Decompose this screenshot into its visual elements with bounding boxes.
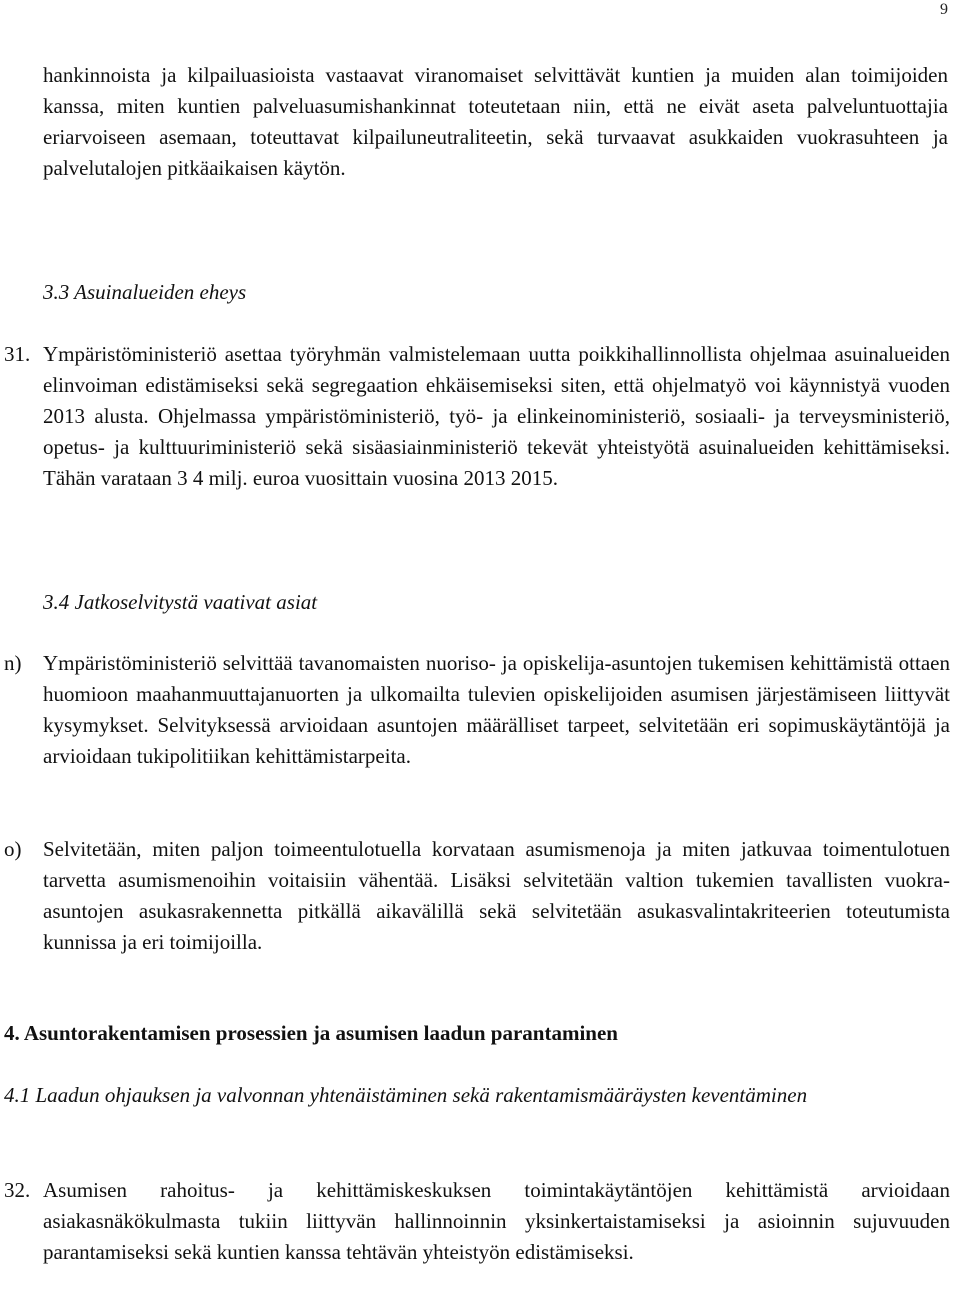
item-32-text: Asumisen rahoitus- ja kehittämiskeskuksen toimintakäytäntöjen kehittämistä arvioidaan asiakasnäkökulmasta tukiin liittyvän hallinnoinnin yksinkertaistamiseksi ja asioinnin sujuvuuden parantamiseksi sekä kuntien kanssa tehtävän yhteistyön edistämiseksi.: [43, 1178, 950, 1264]
item-o: [4, 834, 950, 958]
item-31: [4, 339, 950, 494]
item-31-text: Ympäristöministeriö asettaa työryhmän valmistelemaan uutta poikkihallinnollista ohjelmaa asuinalueiden elinvoiman edistämiseksi sekä segregaation ehkäisemiseksi siten, että ohjelmatyö voi käynnistyä vuoden 2013 alusta. Ohjelmassa ympäristöministeriö, työ- ja elinkeinoministeriö, sosiaali- ja terveysministeriö, opetus- ja kulttuuriministeriö sekä sisäasiainministeriö tekevät yhteistyötä asuinalueiden kehittämiseksi. Tähän varataan 3 4 milj. euroa vuosittain vuosina 2013 2015.: [43, 342, 950, 490]
intro-paragraph: hankinnoista ja kilpailuasioista vastaavat viranomaiset selvittävät kuntien ja muiden alan toimijoiden kanssa, miten kuntien palveluasumishankinnat toteutetaan niin, että ne eivät aseta palveluntuottajia eriarvoiseen asemaan, toteuttavat kilpailuneutraliteetin, sekä turvaavat asukkaiden vuokrasuhteen ja palvelutalojen pitkäaikaisen käytön.: [43, 63, 948, 180]
page-number: 9: [940, 1, 948, 18]
item-n: [4, 648, 950, 772]
item-32: [4, 1175, 950, 1268]
section-3-4-heading: 3.4 Jatkoselvitystä vaativat asiat: [43, 590, 318, 614]
item-o-marker: o): [4, 837, 22, 861]
section-4-1-subheading: 4.1 Laadun ohjauksen ja valvonnan yhtenäistäminen sekä rakentamismääräysten keventäminen: [4, 1083, 808, 1107]
item-31-number: 31.: [4, 342, 31, 366]
item-o-text: Selvitetään, miten paljon toimeentulotuella korvataan asumismenoja ja miten jatkuvaa toimentulotuen tarvetta asumismenoihin voitaisiin vähentää. Lisäksi selvitetään valtion tukemien tavallisten vuokra-asuntojen asukasrakennetta pitkällä aikavälillä sekä selvitetään asukasvalintakriteerien toteutumista kunnissa ja eri toimijoilla.: [43, 837, 950, 954]
item-n-marker: n): [4, 651, 22, 675]
section-4-heading: 4. Asuntorakentamisen prosessien ja asumisen laadun parantaminen: [4, 1021, 618, 1045]
section-3-3-heading: 3.3 Asuinalueiden eheys: [43, 280, 247, 304]
item-32-number: 32.: [4, 1178, 31, 1202]
item-n-text: Ympäristöministeriö selvittää tavanomaisten nuoriso- ja opiskelija-asuntojen tukemisen kehittämistä ottaen huomioon maahanmuuttajanuorten ja ulkomailta tulevien opiskelijoiden asumisen järjestämiseen liittyvät kysymykset. Selvityksessä arvioidaan asuntojen määrälliset tarpeet, selvitetään eri sopimuskäytäntöjä ja arvioidaan tukipolitiikan kehittämistarpeita.: [43, 651, 950, 768]
